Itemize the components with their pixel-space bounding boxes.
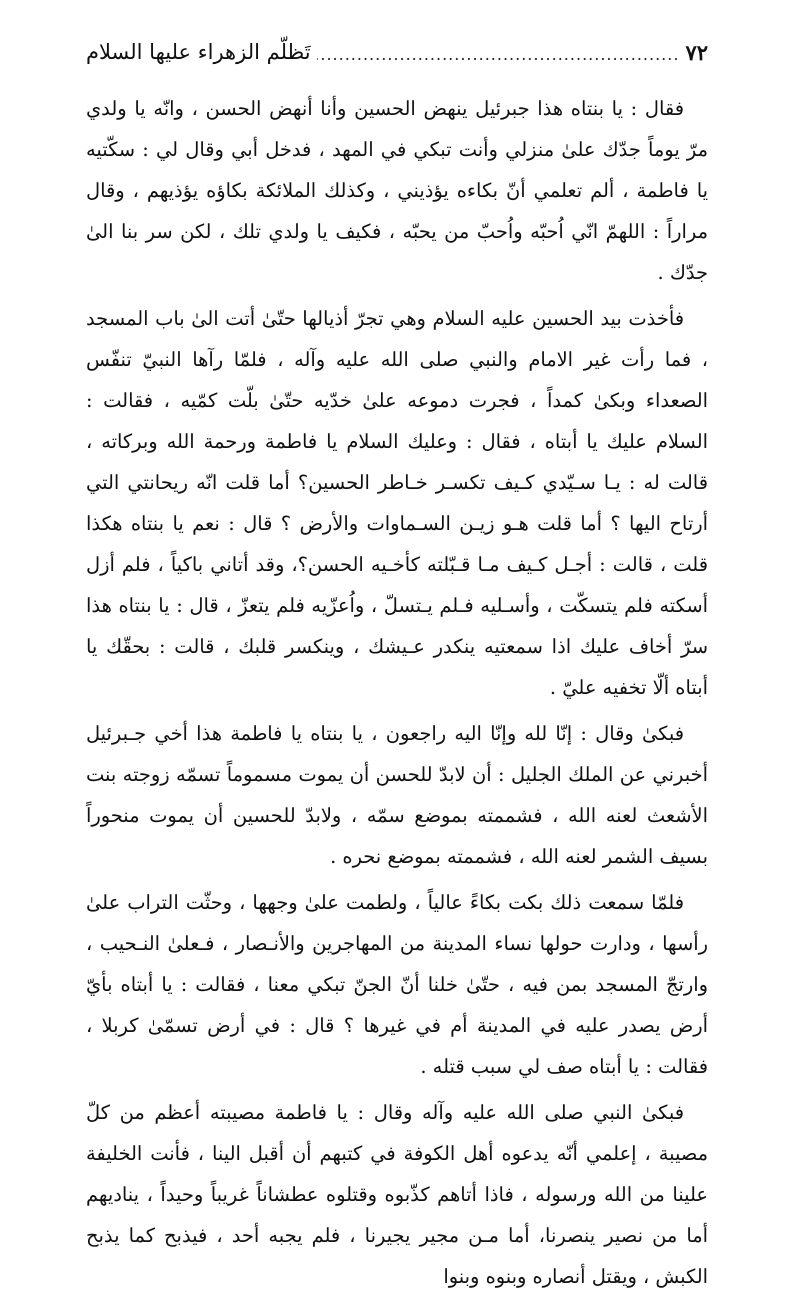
paragraph: فأخذت بيد الحسين عليه السلام وهي تجرّ أذيالها حتّىٰ أتت الىٰ باب المسجد ، فما رأت غير الامام والنبي صلى الله عليه وآله ، فلمّا رآها النبيّ تنفّس الصعداء وبكىٰ كمداً ، فجرت دموعه علىٰ خدّيه حتّىٰ بلّت كمّيه ، فقالت : السلام عليك يا أبتاه ، فقال : وعليك السلام يا فاطمة ورحمة الله وبركاته ، قالت له : يـا سـيّدي كـيف تكسـر خـاطر الحسين؟ أما قلت انّه ريحانتي التي أرتاح اليها ؟ أما قلت هـو زيـن السـماوات والأرض ؟ قال : نعم يا بنتاه هكذا قلت ، قالت : أجـل كـيف مـا قـبّلته كأخـيه الحسن؟، وقد أتاني باكياً ، فلم أزل أسكته فلم يتسكّت ، وأسـليه فـلم يـتسلّ ، واُعزّيه فلم يتعزّ ، قال : يا بنتاه هذا سرّ أخاف عليك اذا سمعتيه ينكدر عـيشك ، وينكسر قلبك ، قالت : بحقّك يا أبتاه ألّا تخفيه عليّ . <box>86 307 708 699</box>
page-header <box>86 36 708 68</box>
header-leader-dots <box>317 41 680 64</box>
page-number: ٧٢ <box>685 39 708 65</box>
paragraph: فبكىٰ وقال : إنّا لله وإنّا اليه راجعون ، يا بنتاه يا فاطمة هذا أخي جـبرئيل أخبرني عن الملك الجليل : أن لابدّ للحسن أن يموت مسموماً تسمّه زوجته بنت الأشعث لعنه الله ، فشممته بموضع سمّه ، ولابدّ للحسين أن يموت منحوراً بسيف الشمر لعنه الله ، فشممته بموضع نحره . <box>86 722 708 868</box>
paragraph: فلمّا سمعت ذلك بكت بكاءً عالياً ، ولطمت علىٰ وجهها ، وحثّت التراب علىٰ رأسها ، ودارت حولها نساء المدينة من المهاجرين والأنـصار ، فـعلىٰ النـحيب ، وارتجّ المسجد بمن فيه ، حتّىٰ خلنا أنّ الجنّ تبكي معنا ، فقالت : يا أبتاه بأيّ أرض يصدر عليه في المدينة أم في غيرها ؟ قال : في أرض تسمّىٰ كربلا ، فقالت : يا أبتاه صف لي سبب قتله . <box>86 891 708 1078</box>
running-title: تَظلُّم الزهراء عليها السلام <box>86 40 311 64</box>
paragraph: فبكىٰ النبي صلى الله عليه وآله وقال : يا فاطمة مصيبته أعظم من كلّ مصيبة ، إعلمي أنّه يدعوه أهل الكوفة في كتبهم أن أقبل الينا ، فأنت الخليفة علينا من الله ورسوله ، فاذا أتاهم كذّبوه وقتلوه عطشاناً غريباً وحيداً ، يناديهم أما من نصير ينصرنا، أما مـن مجير يجيرنا ، فلم يجبه أحد ، فيذبح كما يذبح الكبش ، ويقتل أنصاره وبنوه وبنوا <box>86 1101 708 1288</box>
body-text <box>86 88 708 1302</box>
paragraph: فقال : يا بنتاه هذا جبرئيل ينهض الحسين وأنا أنهض الحسن ، وانّه يا ولدي مرّ يوماً جدّك علىٰ منزلي وأنت تبكي في المهد ، فدخل أبي وقال لي : سكّتيه يا فاطمة ، ألم تعلمي أنّ بكاءه يؤذيني ، وكذلك الملائكة بكاؤه يؤذيهم ، وقال مراراً : اللهمّ انّي اُحبّه واُحبّ من يحبّه ، فكيف يا ولدي تلك ، لكن سر بنا الىٰ جدّك . <box>86 97 708 284</box>
